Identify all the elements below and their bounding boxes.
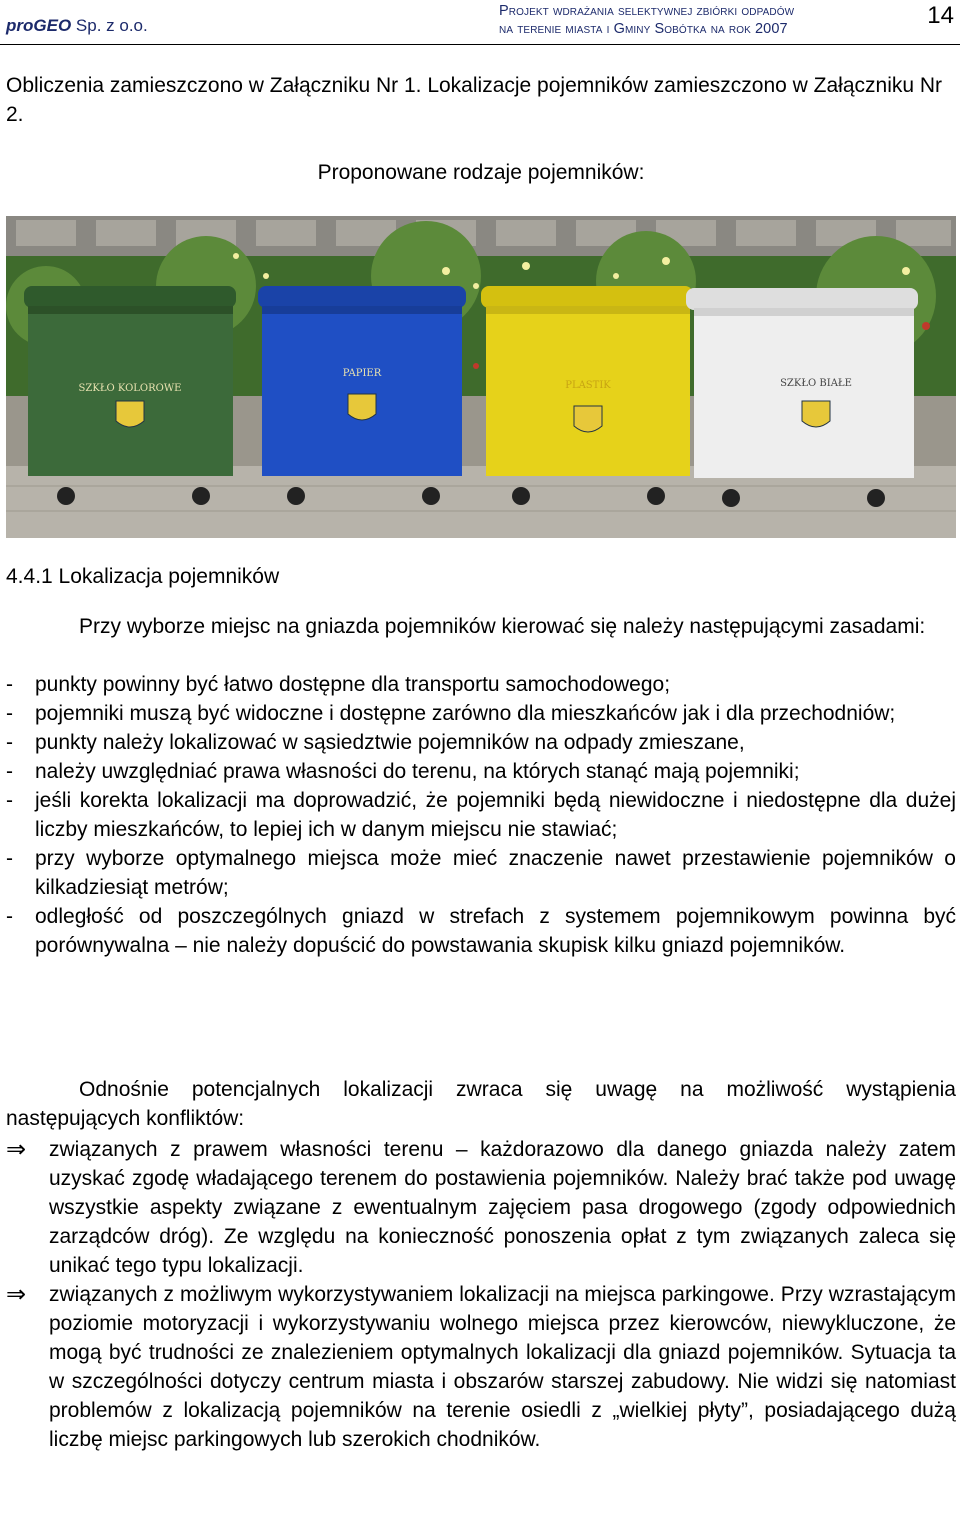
dash-bullet: - xyxy=(6,702,13,725)
list-item xyxy=(6,786,956,844)
containers-photo xyxy=(6,216,956,538)
list-item-text: należy uwzględniać prawa własności do terenu, na których stanąć mają pojemniki; xyxy=(35,760,800,783)
intro-paragraph: Obliczenia zamieszczono w Załączniku Nr 1. Lokalizacje pojemników zamieszczono w Załączniku Nr 2. xyxy=(6,74,943,126)
document-title-line-2: na terenie miasta i Gminy Sobótka na rok 2007 xyxy=(499,21,788,37)
container-label-4: SZKŁO BIAŁE xyxy=(780,378,852,389)
list-item xyxy=(6,844,956,902)
container-green xyxy=(24,286,236,505)
company-suffix: Sp. z o.o. xyxy=(71,16,148,35)
dash-bullet: - xyxy=(6,789,13,812)
header-rule xyxy=(0,44,960,45)
list-item-text: związanych z prawem własności terenu – każdorazowo dla danego gniazda należy zatem uzyskać zgodę władającego terenem do postawienia pojemników. Należy brać także pod uwagę wszystkie aspekty związane z ewentualnym zajęciem pasa drogowego (zgody odpowiednich zarządców dróg). Ze względu na konieczność ponoszenia opłat z tym związanych zaleca się unikać tego typu lokalizacji. xyxy=(49,1138,956,1277)
dash-bullet: - xyxy=(6,673,13,696)
list-item-text: punkty powinny być łatwo dostępne dla transportu samochodowego; xyxy=(35,673,671,696)
container-label-1: SZKŁO KOLOROWE xyxy=(78,383,182,394)
list-item xyxy=(6,1280,956,1454)
list-item-text: związanych z możliwym wykorzystywaniem lokalizacji na miejsca parkingowe. Przy wzrastającym poziomie motoryzacji i wykorzystywaniu wolnego miejsca przez kierowców, niewykluczone, że mogą być trudności ze znalezieniem optymalnych lokalizacji dla gniazd pojemników. Sytuacja ta w szczególności dotyczy centrum miasta i obszarów starszej zabudowy. Nie widzi się natomiast problemów z lokalizacją pojemników na terenie osiedli z „wielkiej płyty”, posiadającego dużą liczbę miejsc parkingowych lub szerokich chodników. xyxy=(49,1283,956,1451)
page-number: 14 xyxy=(927,2,954,29)
dash-bullet: - xyxy=(6,847,13,870)
document-title xyxy=(499,2,794,38)
company-brand: proGEO xyxy=(6,16,72,35)
rules-list xyxy=(6,670,956,960)
list-item xyxy=(6,902,956,960)
list-item-text: punkty należy lokalizować w sąsiedztwie pojemników na odpady zmieszane, xyxy=(35,731,745,754)
dash-bullet: - xyxy=(6,905,13,928)
container-white xyxy=(686,288,918,507)
list-item xyxy=(6,699,956,728)
container-label-3: PLASTIK xyxy=(565,380,611,391)
arrow-icon: ⇒ xyxy=(6,1281,27,1308)
list-item-text: jeśli korekta lokalizacji ma doprowadzić, że pojemniki będą niewidoczne i niedostępne dla dużej liczby mieszkańców, to lepiej ich w danym miejscu nie stawiać; xyxy=(35,789,956,841)
document-title-line-1: Projekt wdrażania selektywnej zbiórki odpadów xyxy=(499,3,795,19)
list-item xyxy=(6,757,956,786)
dash-bullet: - xyxy=(6,731,13,754)
rules-intro: Przy wyborze miejsc na gniazda pojemników kierować się należy następującymi zasadami: xyxy=(79,615,926,638)
list-item-text: odległość od poszczególnych gniazd w strefach z systemem pojemnikowym powinna być porównywalna – nie należy dopuścić do powstawania skupisk kilku gniazd pojemników. xyxy=(35,905,956,957)
company-name xyxy=(6,16,148,36)
photo-caption: Proponowane rodzaje pojemników: xyxy=(317,161,645,184)
arrow-icon: ⇒ xyxy=(6,1136,27,1163)
list-item xyxy=(6,728,956,757)
dash-bullet: - xyxy=(6,760,13,783)
conflicts-list xyxy=(6,1135,956,1454)
page-header xyxy=(0,0,960,44)
container-blue xyxy=(258,286,466,505)
list-item xyxy=(6,670,956,699)
container-label-2: PAPIER xyxy=(342,368,382,379)
list-item-text: pojemniki muszą być widoczne i dostępne zarówno dla mieszkańców jak i dla przechodniów; xyxy=(35,702,896,725)
conflicts-intro: Odnośnie potencjalnych lokalizacji zwraca się uwagę na możliwość wystąpienia następujących konfliktów: xyxy=(6,1078,956,1130)
list-item xyxy=(6,1135,956,1280)
list-item-text: przy wyborze optymalnego miejsca może mieć znaczenie nawet przestawienie pojemników o kilkadziesiąt metrów; xyxy=(35,847,956,899)
section-heading: 4.4.1 Lokalizacja pojemników xyxy=(6,565,280,588)
container-yellow xyxy=(481,286,693,505)
